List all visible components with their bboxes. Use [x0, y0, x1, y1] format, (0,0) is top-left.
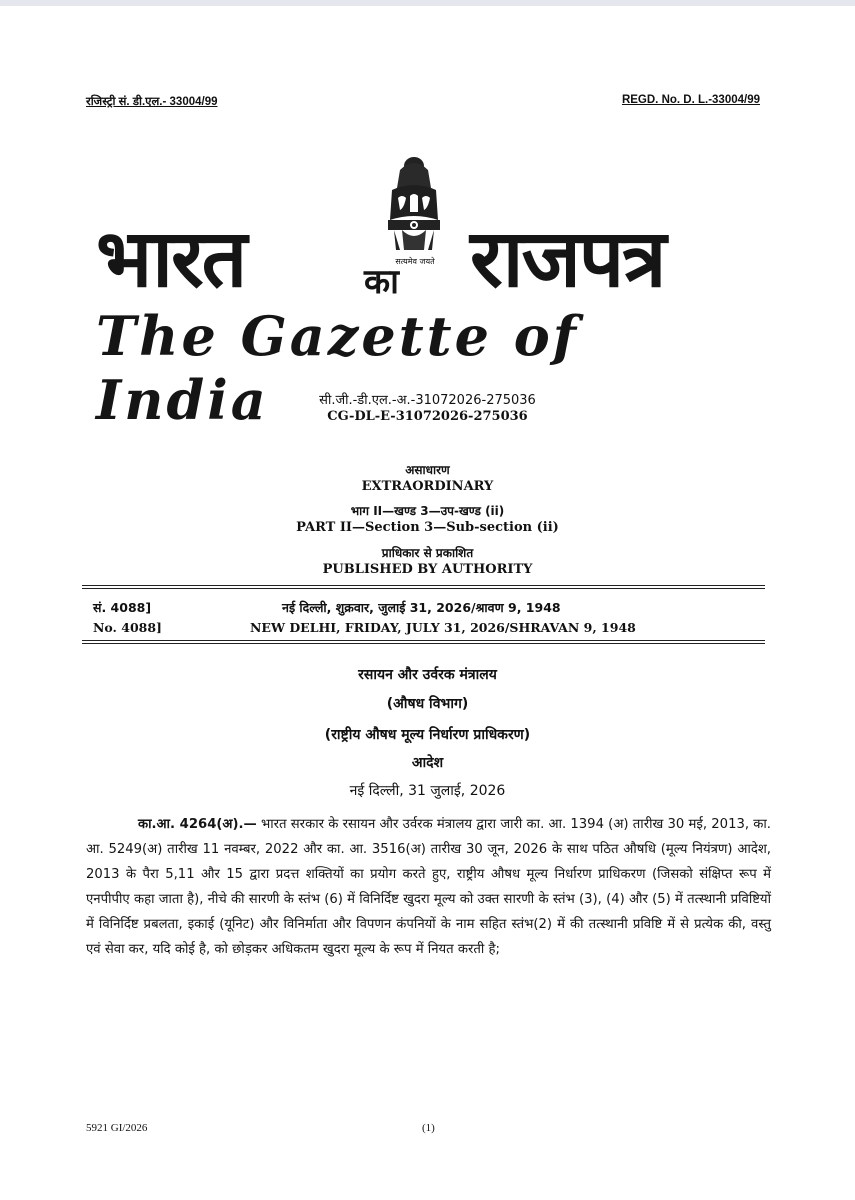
authority-heading: (राष्ट्रीय औषध मूल्य निर्धारण प्राधिकरण) — [324, 727, 531, 743]
issue-date-english: NEW DELHI, FRIDAY, JULY 31, 2026/SHRAVAN 9, 1948 — [250, 620, 636, 635]
title-english: The Gazette of India — [96, 304, 580, 432]
part-section-hindi: भाग II—खण्ड 3—उप-खण्ड (ii) — [350, 504, 505, 518]
top-band — [0, 0, 855, 6]
title-hindi-bharat: भारत — [96, 212, 246, 305]
registration-number-hindi: रजिस्ट्री सं. डी.एल.- 33004/99 — [86, 96, 218, 108]
order-number: का.आ. 4264(अ).— — [138, 817, 257, 832]
title-hindi-ka: का — [364, 262, 399, 302]
extraordinary-hindi: असाधारण — [405, 463, 450, 477]
national-emblem-icon — [378, 150, 450, 266]
divider — [82, 640, 765, 641]
published-by-authority-hindi: प्राधिकार से प्रकाशित — [381, 546, 474, 560]
ministry-heading: रसायन और उर्वरक मंत्रालय — [358, 667, 497, 683]
issue-number-english: No. 4088] — [93, 620, 162, 635]
issue-number-hindi: सं. 4088] — [93, 600, 152, 615]
place-date: नई दिल्ली, 31 जुलाई, 2026 — [349, 783, 506, 799]
order-body-text: भारत सरकार के रसायन और उर्वरक मंत्रालय द्वारा जारी का. आ. 1394 (अ) तारीख 30 मई, 2013, का. आ. 5249(अ) तारीख 11 नवम्बर, 2022 और का. आ. 3516(अ) तारीख 30 जून, 2026 के साथ पठित औषधि (मूल्य नियंत्रण) आदेश, 2013 के पैरा 5,11 और 15 द्वारा प्रदत्त शक्तियों का प्रयोग करते हुए, राष्ट्रीय औषध मूल्य निर्धारण प्राधिकरण (जिसको संक्षिप्त रूप में एनपीपीए कहा जाता है), नीचे की सारणी के स्तंभ (6) में विनिर्दिष्ट खुदरा मूल्य को उक्त सारणी के स्तंभ (3), (4) और (5) में तत्स्थानी प्रविष्टियों में विनिर्दिष्ट प्रबलता, इकाई (यूनिट) और विनिर्माता और विपणन कंपनियों के नाम सहित स्तंभ(2) में की तत्स्थानी प्रविष्टि में से प्रत्येक की, वस्तु एवं सेवा कर, यदि कोई है, को छोड़कर अधिकतम खुदरा मूल्य के रूप में नियत करती है; — [86, 817, 772, 957]
footer-code: 5921 GI/2026 — [86, 1122, 148, 1134]
divider — [82, 585, 765, 586]
part-section-english: PART II—Section 3—Sub-section (ii) — [296, 520, 559, 535]
divider — [82, 588, 765, 589]
cg-code-hindi: सी.जी.-डी.एल.-अ.-31072026-275036 — [319, 393, 536, 408]
divider — [82, 643, 765, 644]
order-paragraph — [86, 812, 771, 962]
published-by-authority-english: PUBLISHED BY AUTHORITY — [322, 562, 533, 577]
page-number: (1) — [422, 1122, 435, 1134]
cg-code-english: CG-DL-E-31072026-275036 — [327, 409, 528, 424]
department-heading: (औषध विभाग) — [386, 696, 469, 712]
extraordinary-english: EXTRAORDINARY — [361, 479, 494, 494]
order-title: आदेश — [411, 755, 444, 771]
issue-date-hindi: नई दिल्ली, शुक्रवार, जुलाई 31, 2026/श्रावण 9, 1948 — [282, 600, 561, 615]
title-hindi-rajpatra: राजपत्र — [470, 212, 665, 305]
registration-number-english: REGD. No. D. L.-33004/99 — [621, 94, 760, 106]
emblem-motto: सत्यमेव जयते — [395, 257, 435, 266]
